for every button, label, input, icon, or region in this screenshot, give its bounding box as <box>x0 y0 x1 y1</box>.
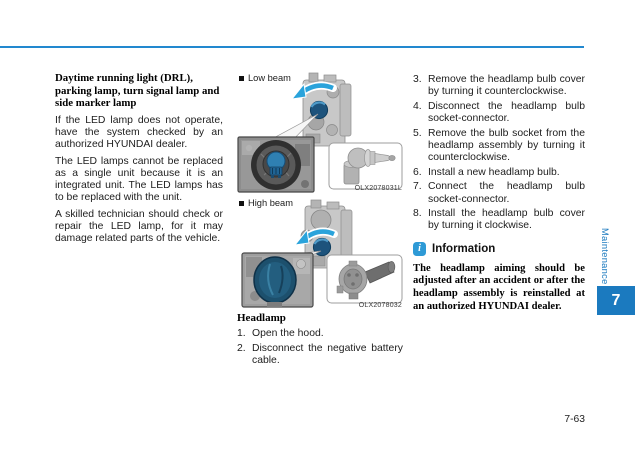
step-number: 4. <box>413 100 422 112</box>
chapter-number-badge: 7 <box>597 286 635 315</box>
step-text: Disconnect the headlamp bulb socket-connector. <box>428 100 585 125</box>
left-column <box>55 72 223 250</box>
figure-high-beam <box>237 198 403 318</box>
info-icon: i <box>413 242 426 256</box>
chapter-tab-label: Maintenance <box>600 228 610 285</box>
list-item <box>413 74 585 98</box>
information-body: The headlamp aiming should be adjusted after an accident or after the headlamp assembly is reinstalled at an authorized HYUNDAI dealer. <box>413 262 585 312</box>
bullet-square-icon <box>239 201 244 206</box>
figure-label-text: High beam <box>248 198 293 208</box>
page-number: 7-63 <box>564 414 585 425</box>
paragraph: A skilled technician should check or repair the LED lamp, for it may damage related parts of the vehicle. <box>55 208 223 245</box>
step-text: Remove the bulb socket from the headlamp assembly by turning it counterclockwise. <box>428 127 585 164</box>
list-item <box>237 343 403 367</box>
information-header <box>413 242 585 256</box>
right-column <box>413 74 585 324</box>
step-number: 5. <box>413 127 422 139</box>
figure-code: OLX2078031L <box>354 185 402 192</box>
bulb-cover-cap <box>310 101 327 118</box>
headlamp-heading: Headlamp <box>237 312 286 324</box>
step-number: 1. <box>237 328 246 339</box>
list-item <box>413 128 585 165</box>
section-heading: Daytime running light (DRL), parking lamp, turn signal lamp and side marker lamp <box>55 72 220 110</box>
low-beam-illustration <box>237 68 403 196</box>
information-title: Information <box>432 242 496 255</box>
housing-inset <box>242 253 313 307</box>
list-item <box>413 208 585 232</box>
list-item <box>413 101 585 125</box>
step-number: 6. <box>413 166 422 178</box>
paragraph: The LED lamps cannot be replaced as a single unit because it is an integrated unit. The LED lamps has to be replaced with the unit. <box>55 155 223 204</box>
step-text: Open the hood. <box>252 328 324 339</box>
center-column <box>237 68 403 388</box>
figure-low-beam <box>237 68 403 196</box>
figure-code: OLX2078032 <box>358 302 402 309</box>
bulb-inset <box>329 143 402 189</box>
step-text: Install the headlamp bulb cover by turning it clockwise. <box>428 208 585 232</box>
step-number: 2. <box>237 342 246 354</box>
step-text: Disconnect the negative battery cable. <box>252 342 403 366</box>
figure-label <box>239 198 293 208</box>
information-section <box>413 242 585 314</box>
list-item <box>237 328 403 340</box>
figure-label <box>239 73 291 83</box>
list-item <box>413 167 585 179</box>
header-rule <box>0 46 584 48</box>
step-text: Remove the headlamp bulb cover by turning it counterclockwise. <box>428 74 585 98</box>
headlamp-section <box>237 312 403 370</box>
step-number: 7. <box>413 181 422 193</box>
bullet-square-icon <box>239 76 244 81</box>
step-number: 3. <box>413 74 422 85</box>
list-item <box>413 181 585 205</box>
paragraph: If the LED lamp does not operate, have the system checked by an authorized HYUNDAI dealer. <box>55 114 223 150</box>
figure-label-text: Low beam <box>248 73 291 83</box>
high-beam-illustration <box>237 198 403 318</box>
socket-inset <box>238 137 314 192</box>
step-number: 8. <box>413 208 422 220</box>
bulb-inset <box>327 255 402 303</box>
step-text: Connect the headlamp bulb socket-connector. <box>428 181 585 205</box>
step-text: Install a new headlamp bulb. <box>428 166 560 178</box>
